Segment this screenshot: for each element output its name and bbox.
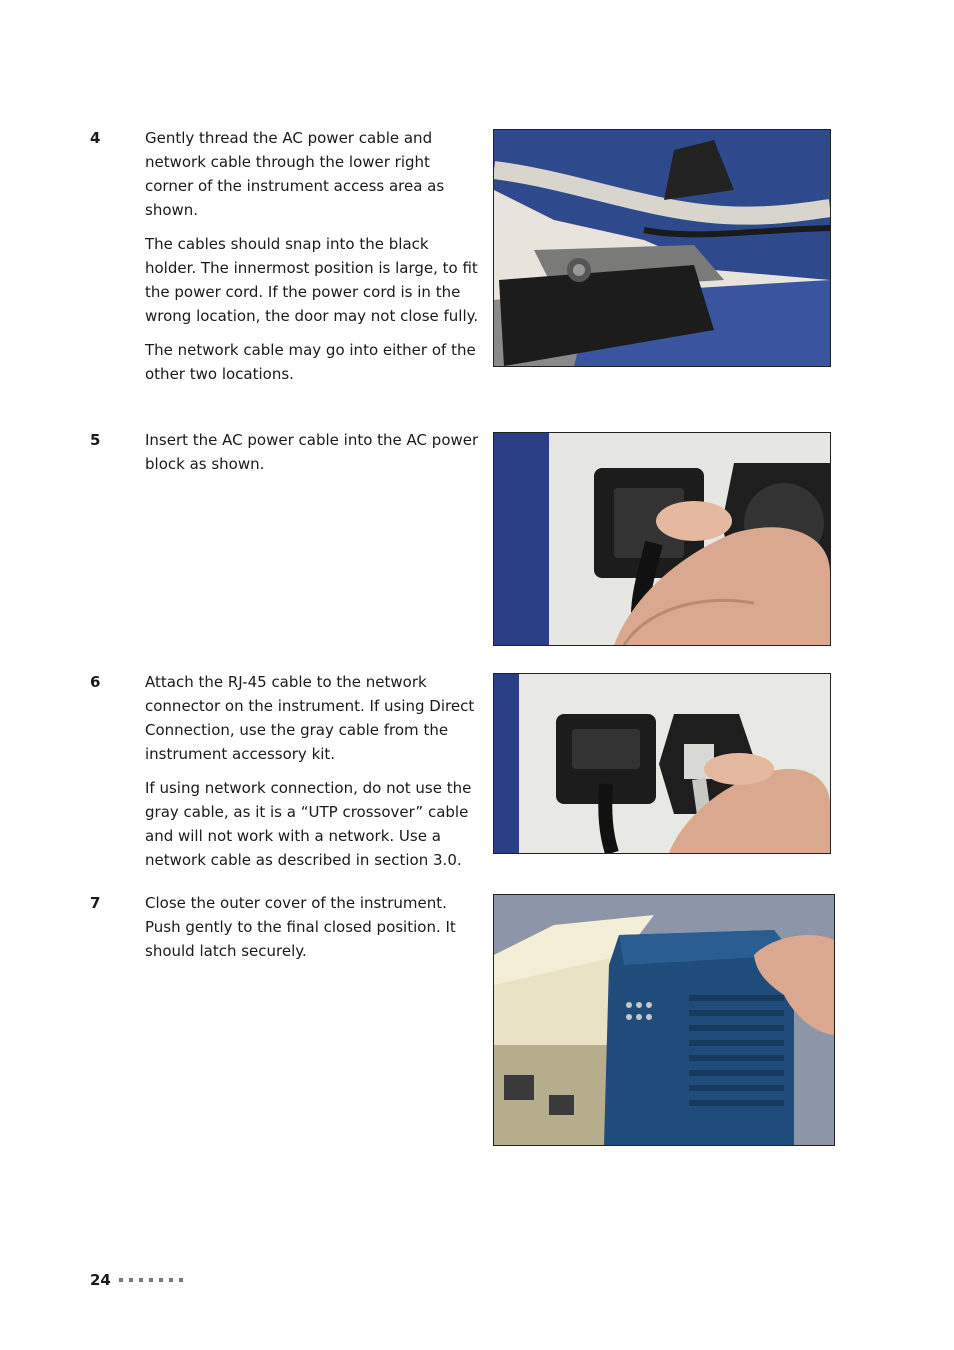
step-4-number: 4 (90, 129, 101, 147)
step-4-paragraph-2: The cables should snap into the black holder. The innermost position is large, to fit the power cord. If the power cord is in the wrong location, the door may not close fully. (145, 235, 479, 325)
step-6-number: 6 (90, 673, 101, 691)
step-7-paragraph-1: Close the outer cover of the instrument. Push gently to the final closed position. It should latch securely. (145, 894, 456, 960)
instrument-cover-photo (493, 894, 835, 1146)
power-block-photo (493, 432, 831, 646)
footer-decorative-dots (119, 1278, 189, 1282)
step-6-paragraph-2: If using network connection, do not use the gray cable, as it is a “UTP crossover” cable and will not work with a network. Use a network cable as described in section 3.0. (145, 779, 472, 869)
step-5-paragraph-1: Insert the AC power cable into the AC power block as shown. (145, 431, 479, 473)
cable-holder-photo (493, 129, 831, 367)
step-4-paragraph-1: Gently thread the AC power cable and network cable through the lower right corner of the instrument access area as shown. (145, 129, 445, 219)
step-5-text (145, 428, 480, 486)
step-4-paragraph-3: The network cable may go into either of the other two locations. (145, 341, 476, 383)
step-7-number: 7 (90, 894, 101, 912)
step-7-text (145, 891, 480, 973)
step-4-text (145, 126, 480, 396)
network-connector-photo (493, 673, 831, 854)
step-6-text (145, 670, 480, 882)
page-number: 24 (90, 1271, 111, 1289)
page-footer (90, 1268, 189, 1292)
step-5-number: 5 (90, 431, 101, 449)
step-6-paragraph-1: Attach the RJ-45 cable to the network connector on the instrument. If using Direct Connection, use the gray cable from the instrument accessory kit. (145, 673, 475, 763)
